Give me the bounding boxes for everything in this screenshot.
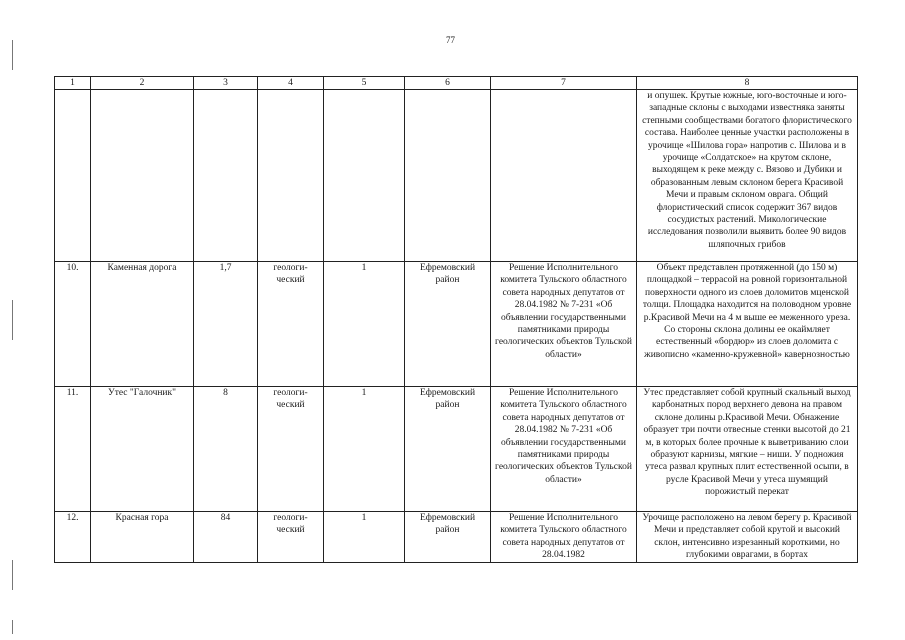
object-district: Ефремовский район [405, 512, 491, 563]
page-number: 77 [446, 35, 455, 45]
object-district: Ефремовский район [405, 262, 491, 387]
table-row [55, 262, 858, 387]
object-area: 84 [194, 512, 258, 563]
object-profile [258, 90, 324, 262]
object-document [491, 90, 637, 262]
object-district [405, 90, 491, 262]
margin-line [12, 560, 13, 590]
object-name: Красная гора [91, 512, 194, 563]
margin-line [12, 300, 13, 340]
column-header: 8 [637, 77, 858, 90]
column-header: 7 [491, 77, 637, 90]
row-number: 10. [55, 262, 91, 387]
object-description: Урочище расположено на левом берегу р. Красивой Мечи и представляет собой крутой и высокий склон, интенсивно изрезанный короткими, но глубокими оврагами, в бортах [637, 512, 858, 563]
column-header: 2 [91, 77, 194, 90]
column-header: 3 [194, 77, 258, 90]
table-row [55, 387, 858, 512]
object-area: 1,7 [194, 262, 258, 387]
column-number-row [55, 77, 858, 90]
margin-line [12, 620, 13, 634]
object-name: Утес "Галочник" [91, 387, 194, 512]
column-header: 6 [405, 77, 491, 90]
object-profile: геологи-ческий [258, 262, 324, 387]
object-area: 8 [194, 387, 258, 512]
row-number: 12. [55, 512, 91, 563]
column-header: 4 [258, 77, 324, 90]
object-name [91, 90, 194, 262]
object-name: Каменная дорога [91, 262, 194, 387]
object-area [194, 90, 258, 262]
nature-monuments-table [54, 76, 858, 563]
table-row [55, 90, 858, 262]
row-number [55, 90, 91, 262]
object-category: 1 [324, 512, 405, 563]
object-document: Решение Исполнительного комитета Тульского областного совета народных депутатов от 28.04.1982 № 7-231 «Об объявлении государственными памятниками природы геологических объектов Тульской области» [491, 387, 637, 512]
margin-line [12, 40, 13, 70]
object-document: Решение Исполнительного комитета Тульского областного совета народных депутатов от 28.04.1982 № 7-231 «Об объявлении государственными памятниками природы геологических объектов Тульской области» [491, 262, 637, 387]
object-document: Решение Исполнительного комитета Тульского областного совета народных депутатов от 28.04.1982 [491, 512, 637, 563]
row-number: 11. [55, 387, 91, 512]
object-district: Ефремовский район [405, 387, 491, 512]
object-description: и опушек. Крутые южные, юго-восточные и юго-западные склоны с выходами известняка заняты степными сообществами богатого флористического состава. Наиболее ценные участки расположены в урочище «Шилова гора» напротив с. Шилова и в урочище «Солдатское» на крутом склоне, выходящем к реке между с. Вязово и Дубики и образованным левым склоном берега Красивой Мечи и правым склоном оврага. Общий флористический список содержит 367 видов сосудистых растений. Микологические исследования позволили выявить более 90 видов шляпочных грибов [637, 90, 858, 262]
object-profile: геологи-ческий [258, 387, 324, 512]
column-header: 5 [324, 77, 405, 90]
object-description: Утес представляет собой крупный скальный выход карбонатных пород верхнего девона на правом склоне долины р.Красивой Мечи. Обнажение образует три почти отвесные стенки высотой до 21 м, в которых более прочные к выветриванию слои образуют карнизы, мягкие – ниши. У подножия утеса развал крупных плит естественной осыпи, в русле Красивой Мечи у утеса шумящий порожистый перекат [637, 387, 858, 512]
object-category [324, 90, 405, 262]
table-row [55, 512, 858, 563]
object-profile: геологи-ческий [258, 512, 324, 563]
column-header: 1 [55, 77, 91, 90]
object-category: 1 [324, 387, 405, 512]
object-category: 1 [324, 262, 405, 387]
object-description: Объект представлен протяженной (до 150 м) площадкой – террасой на ровной горизонтальной поверхности одного из слоев доломитов мценской толщи. Площадка находится на половодном уровне р.Красивой Мечи на 4 м выше ее меженного уреза. Со стороны склона долины ее окаймляет естественный «бордюр» из слоев доломита с живописно «каменно-кружевной» кавернозностью [637, 262, 858, 387]
